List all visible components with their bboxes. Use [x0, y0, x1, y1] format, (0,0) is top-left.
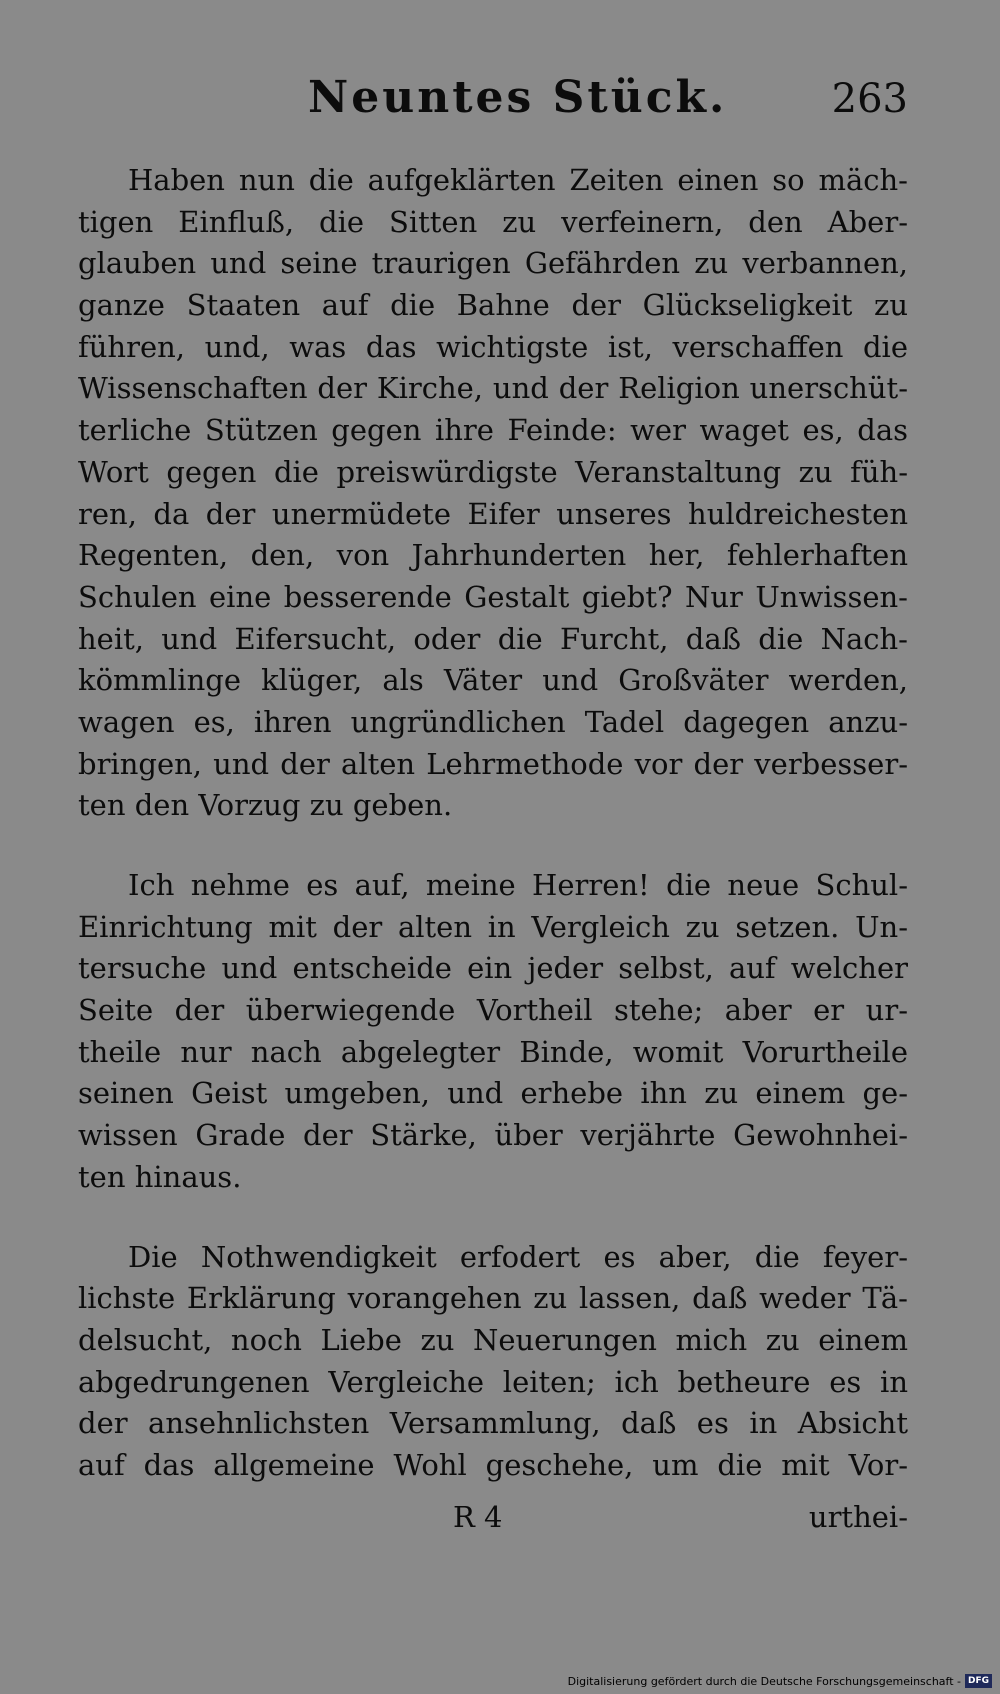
- text-line: ren, da der unermüdete Eifer unseres huldreichesten: [78, 496, 908, 531]
- text-line: seinen Geist umgeben, und erhebe ihn zu einem ge-: [78, 1076, 908, 1111]
- text-line: abgedrungenen Vergleiche leiten; ich betheure es in: [78, 1364, 908, 1399]
- text-line: bringen, und der alten Lehrmethode vor der verbesser-: [78, 746, 908, 781]
- text-line: heit, und Eifersucht, oder die Furcht, daß die Nach-: [78, 621, 908, 656]
- text-line: Die Nothwendigkeit erfodert es aber, die feyer-: [128, 1239, 908, 1274]
- running-title: Neuntes Stück.: [308, 72, 728, 123]
- text-line: Regenten, den, von Jahrhunderten her, fehlerhaften: [78, 538, 908, 573]
- text-line: terliche Stützen gegen ihre Feinde: wer waget es, das: [78, 413, 908, 448]
- paragraph-2: [78, 865, 908, 1199]
- text-line: lichste Erklärung vorangehen zu lassen, daß weder Tä-: [78, 1281, 908, 1316]
- text-line: glauben und seine traurigen Gefährden zu verbannen,: [78, 246, 908, 281]
- text-line: auf das allgemeine Wohl geschehe, um die mit Vor-: [78, 1447, 908, 1482]
- text-line: ten hinaus.: [78, 1159, 242, 1194]
- text-line: Schulen eine besserende Gestalt giebt? Nur Unwissen-: [78, 579, 908, 614]
- text-line: ganze Staaten auf die Bahne der Glückseligkeit zu: [78, 288, 908, 323]
- page-number: 263: [831, 76, 908, 122]
- text-line: theile nur nach abgelegter Binde, womit Vorurtheile: [78, 1034, 908, 1069]
- scan-credit: [568, 1672, 992, 1690]
- text-line: wissen Grade der Stärke, über verjährte Gewohnhei-: [78, 1118, 908, 1153]
- text-line: tigen Einfluß, die Sitten zu verfeinern, den Aber-: [78, 204, 908, 239]
- paragraph-1: [78, 160, 908, 827]
- text-line: der ansehnlichsten Versammlung, daß es in Absicht: [78, 1406, 908, 1441]
- text-line: tersuche und entscheide ein jeder selbst, auf welcher: [78, 951, 908, 986]
- text-line: Ich nehme es auf, meine Herren! die neue Schul-: [128, 868, 908, 902]
- paragraph-3: [78, 1237, 908, 1487]
- text-line: führen, und, was das wichtigste ist, verschaffen die: [78, 329, 908, 364]
- text-line: Haben nun die aufgeklärten Zeiten einen so mäch-: [128, 163, 908, 197]
- catchword: urthei-: [808, 1500, 908, 1534]
- text-line: Einrichtung mit der alten in Vergleich zu setzen. Un-: [78, 909, 908, 944]
- text-line: kömmlinge klüger, als Väter und Großväter werden,: [78, 663, 908, 698]
- text-line: Wort gegen die preiswürdigste Veranstaltung zu füh-: [78, 454, 908, 489]
- paragraph-gap: [78, 1199, 908, 1237]
- dfg-logo: DFG: [965, 1674, 992, 1688]
- text-line: wagen es, ihren ungründlichen Tadel dagegen anzu-: [78, 704, 908, 739]
- text-line: delsucht, noch Liebe zu Neuerungen mich zu einem: [78, 1322, 908, 1357]
- text-line: ten den Vorzug zu geben.: [78, 788, 453, 823]
- page-header: [78, 72, 908, 132]
- body-text: [78, 160, 908, 1487]
- paragraph-gap: [78, 827, 908, 865]
- scan-credit-text: Digitalisierung gefördert durch die Deutsche Forschungsgemeinschaft -: [567, 1674, 961, 1688]
- signature-mark: R 4: [453, 1500, 503, 1534]
- text-line: Seite der überwiegende Vortheil stehe; aber er ur-: [78, 993, 908, 1028]
- text-line: Wissenschaften der Kirche, und der Religion unerschüt-: [78, 371, 908, 406]
- page-footer: [78, 1500, 908, 1542]
